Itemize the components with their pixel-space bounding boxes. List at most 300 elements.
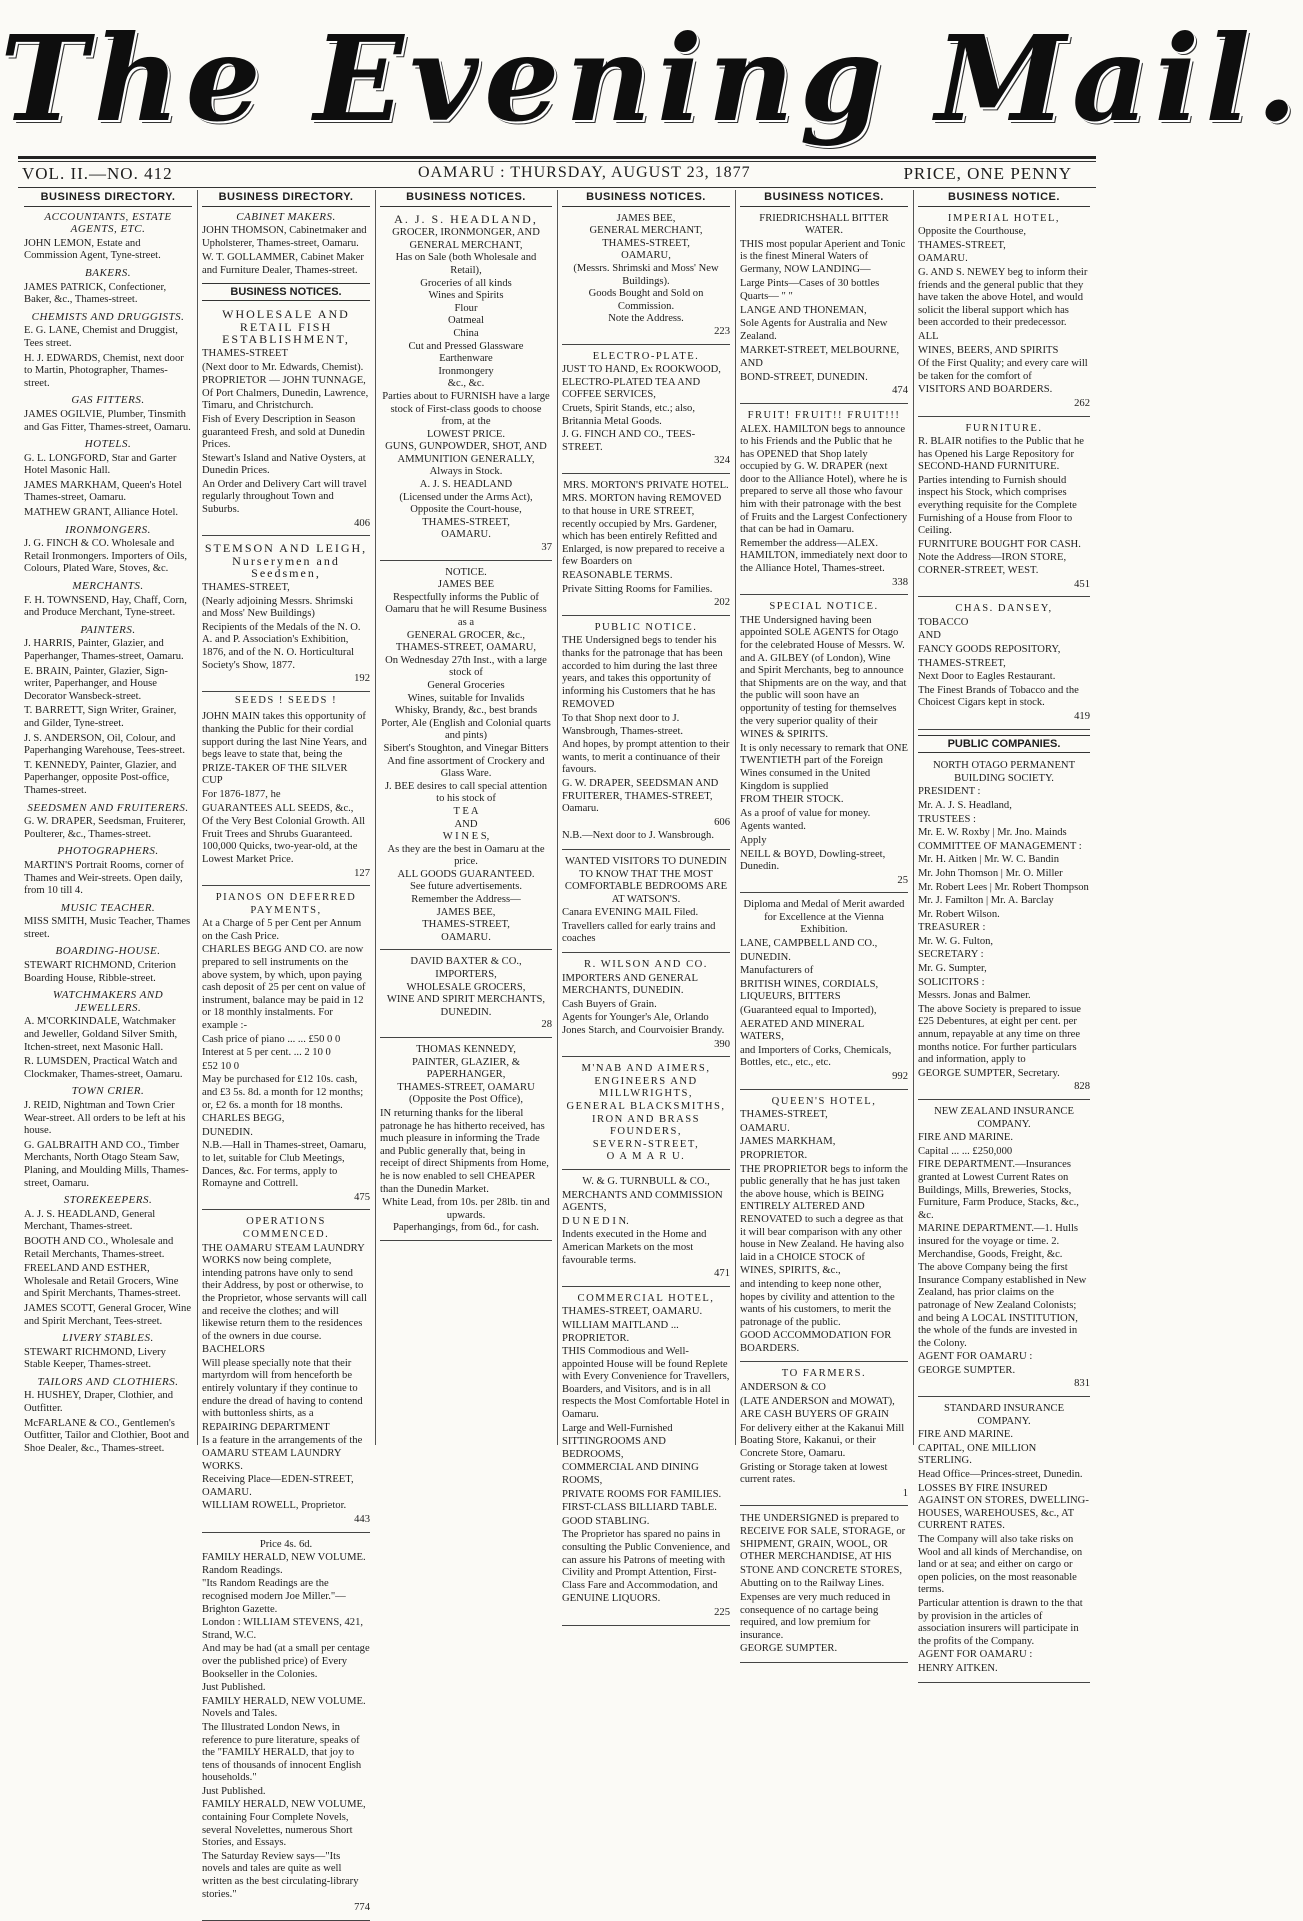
ad-title: W. & G. TURNBULL & CO.,	[582, 1175, 710, 1187]
ad-title: WHOLESALE AND RETAIL FISH ESTABLISHMENT,	[222, 307, 350, 347]
ad-line: THAMES-STREET,	[202, 582, 290, 594]
ad-line: Recipients of the Medals of the N. O. A. and P. Association's Exhibition, 1876, and of the N. O. Horticultural Society's Show, 1877.	[202, 621, 361, 671]
directory-entry: J. HARRIS, Painter, Glazier, and Paperhanger, Thames-street, Oamaru.	[24, 638, 184, 662]
ad-line: N.B.—Hall in Thames-street, Oamaru, to let, suitable for Club Meetings, Dances, &c. For terms, apply to Romayne and Cottrell.	[202, 1140, 367, 1190]
ad-line: GOOD ACCOMMODATION FOR BOARDERS.	[740, 1330, 892, 1354]
ad-line: THAMES-STREET,	[918, 239, 1006, 251]
ad-line: Ironmongery	[438, 365, 494, 377]
directory-category: ACCOUNTANTS, ESTATE AGENTS, ETC.	[44, 210, 172, 236]
ad-title: SPECIAL NOTICE.	[769, 601, 879, 613]
column-business-notices-3	[376, 190, 556, 1445]
ad-title: DAVID BAXTER & CO.,	[410, 956, 522, 968]
ad-line: WINES, SPIRITS, &c.,	[740, 1265, 841, 1277]
advertisement	[740, 407, 908, 595]
ad-line: The Company will also take risks on Wool and all kinds of Merchandise, on land or at sea; and either on cargo or open policies, on the most reasonable terms.	[918, 1534, 1083, 1596]
directory-entry: E. BRAIN, Painter, Glazier, Sign-writer, Paperhanger, and House Decorator Wansbeck-street.	[24, 665, 168, 702]
ad-line: N.B.—Next door to J. Wansbrough.	[562, 830, 714, 842]
ad-line: Cut and Pressed Glassware	[408, 340, 524, 352]
directory-entry: J. REID, Nightman and Town Crier Wear-street. All orders to be left at his house.	[24, 1100, 186, 1137]
ad-number: 192	[354, 673, 370, 685]
column-heading: BUSINESS NOTICE.	[918, 190, 1090, 207]
ad-line: (Licensed under the Arms Act),	[399, 491, 533, 503]
ad-line: OAMARU.	[441, 529, 491, 541]
advertisement	[918, 757, 1090, 1100]
directory-entry: W. T. GOLLAMMER, Cabinet Maker and Furniture Dealer, Thames-street.	[202, 252, 364, 276]
directory-category: SEEDSMEN AND FRUITERERS.	[27, 801, 189, 814]
directory-entry: JOHN LEMON, Estate and Commission Agent, Tyne-street.	[24, 237, 161, 262]
ad-line: COMMERCIAL AND DINING ROOMS,	[562, 1462, 699, 1487]
ad-title: JAMES BEE,	[616, 212, 676, 224]
ad-line: Head Office—Princes-street, Dunedin.	[918, 1469, 1083, 1481]
ad-title: COMMERCIAL HOTEL,	[577, 1292, 715, 1304]
ad-line: THAMES-STREET,	[602, 237, 690, 249]
column-heading: BUSINESS DIRECTORY.	[24, 190, 192, 207]
ad-line: GENUINE LIQUORS.	[562, 1593, 661, 1605]
ad-number: 471	[714, 1268, 730, 1280]
directory-entry: BOOTH AND CO., Wholesale and Retail Merchants, Thames-street.	[24, 1235, 174, 1260]
ad-line: The Proprietor has spared no pains in consulting the Public Convenience, and can assure his Patrons of meeting with Civility and Prompt Attention, First-Class Fare and Accommodation, and	[562, 1529, 730, 1591]
ad-title: STEMSON AND LEIGH, Nurserymen and Seedsmen,	[204, 541, 368, 581]
ad-line: WHOLESALE GROCERS,	[406, 981, 526, 993]
masthead-rule	[18, 156, 1096, 159]
ad-line: LANGE AND THONEMAN,	[740, 304, 867, 316]
ad-line: THAMES-STREET,	[422, 516, 510, 528]
ad-line: OAMARU,	[621, 250, 671, 262]
ad-number: 202	[714, 597, 730, 609]
directory-entry: JAMES PATRICK, Confectioner, Baker, &c., Thames-street.	[24, 281, 167, 306]
directory-entry: J. G. FINCH & CO. Wholesale and Retail Ironmongers. Importers of Oils, Colours, Plated Ware, Stoves, &c.	[24, 538, 187, 575]
ad-line: Expenses are very much reduced in consequence of no cartage being required, and low premium for insurance.	[740, 1591, 891, 1641]
ad-line: SECRETARY :	[918, 949, 984, 961]
ad-number: 828	[1074, 1081, 1090, 1093]
directory-entry: JAMES MARKHAM, Queen's Hotel Thames-street, Oamaru.	[24, 479, 182, 504]
ad-line: MERCHANTS AND COMMISSION AGENTS,	[562, 1189, 723, 1214]
ad-line: For delivery either at the Kakanui Mill Boating Store, Kakanui, or their Concrete Store, Oamaru.	[740, 1422, 905, 1460]
ad-line: Cash Buyers of Grain.	[562, 998, 657, 1010]
ad-title: NEW ZEALAND INSURANCE COMPANY.	[934, 1106, 1074, 1130]
ad-line: Porter, Ale (English and Colonial quarts and pints)	[381, 717, 551, 742]
ad-line: ALL GOODS GUARANTEED.	[397, 868, 535, 880]
ad-line: Manufacturers of	[740, 965, 814, 977]
advertisement	[918, 210, 1090, 417]
ad-line: Large Pints—Cases of 30 bottles	[740, 277, 880, 289]
ad-line: CHARLES BEGG AND CO. are now prepared to sell instruments on the above system, by which, upon paying cash deposit of 25 per cent on value of instrument, balance may be paid in 12 or 18 monthly instalments. For example :-	[202, 944, 366, 1032]
ad-line: (Messrs. Shrimski and Moss' New Buildings).	[573, 262, 719, 287]
ad-line: Mr. John Thomson | Mr. O. Miller	[918, 867, 1063, 879]
ad-line: J. G. FINCH AND CO., TEES-STREET.	[562, 429, 696, 453]
advertisement	[380, 210, 552, 561]
ad-line: Remember the Address—	[411, 894, 521, 906]
directory-entry: F. H. TOWNSEND, Hay, Chaff, Corn, and Produce Merchant, Tyne-street.	[24, 594, 187, 619]
advertisement	[740, 1365, 908, 1506]
advertisement	[918, 600, 1090, 729]
ad-line: Particular attention is drawn to the that by provision in the articles of association insurers will participate in the profits of the Company.	[918, 1597, 1083, 1647]
ad-line: Flour	[454, 302, 478, 314]
dateline-rule	[18, 187, 1096, 188]
ad-line: Mr. W. G. Fulton,	[918, 935, 994, 947]
ad-banner: SEEDS ! SEEDS !	[234, 694, 338, 706]
directory-entry: MISS SMITH, Music Teacher, Thames street.	[24, 916, 191, 940]
ad-title: M'NAB AND AIMERS,	[581, 1063, 711, 1075]
ad-line: Sole Agents for Australia and New Zealand.	[740, 318, 888, 342]
masthead-rule-thin	[18, 161, 1096, 162]
ad-line: An Order and Delivery Cart will travel regularly throughout Town and Suburbs.	[202, 478, 367, 516]
advertisement	[202, 539, 370, 692]
ad-line: Mr. Robert Wilson.	[918, 908, 1000, 920]
ad-line: Agents for Younger's Ale, Orlando Jones Starch, and Courvoisier Brandy.	[562, 1012, 725, 1037]
ad-line: Paperhangings, from 6d., for cash.	[393, 1222, 539, 1234]
ad-line: (LATE ANDERSON and MOWAT),	[740, 1395, 895, 1407]
directory-category: BAKERS.	[85, 266, 131, 279]
ad-line: Note the Address—IRON STORE, CORNER-STREET, WEST.	[918, 552, 1067, 577]
ad-line: Oatmeal	[448, 315, 484, 327]
ad-line: Mr. Robert Lees | Mr. Robert Thompson	[918, 881, 1089, 893]
ad-line: And fine assortment of Crockery and Glass Ware.	[387, 755, 545, 780]
ad-line: AND	[454, 818, 478, 830]
ad-line: TREASURER :	[918, 922, 986, 934]
ad-line: THE Undersigned begs to tender his thanks for the patronage that has been accorded to him during the last three years, and takes this opportunity of informing his Customers that he has	[562, 635, 723, 697]
advertisement	[562, 1060, 730, 1170]
ad-line: WINE AND SPIRIT MERCHANTS,	[386, 994, 546, 1006]
ad-line: Sibert's Stoughton, and Vinegar Bitters	[383, 742, 549, 754]
ad-line: FAMILY HERALD, NEW VOLUME, containing Four Complete Novels, several Novelettes, numerous Short Stories, and Essays.	[202, 1799, 366, 1849]
ad-number: 443	[354, 1514, 370, 1525]
ad-line: GEORGE SUMPTER.	[918, 1364, 1016, 1376]
directory-entry: McFARLANE & CO., Gentlemen's Outfitter, Tailor and Clothier, Boot and Shoe Dealer, &c., Thames-street.	[24, 1417, 190, 1454]
ad-line: THIS most popular Aperient and Tonic is the finest Mineral Waters of Germany, NOW LANDING—	[740, 238, 906, 275]
advertisement	[918, 1400, 1090, 1682]
ad-line: ARE CASH BUYERS OF GRAIN	[740, 1409, 889, 1421]
ad-line: GROCER, IRONMONGER, AND	[392, 227, 540, 239]
ad-line: DUNEDIN.	[440, 1006, 492, 1018]
ad-line: Mr. G. Sumpter,	[918, 963, 987, 975]
ad-line: Canara EVENING MAIL Filed.	[562, 907, 699, 919]
column-heading: BUSINESS NOTICES.	[562, 190, 730, 207]
ad-line: AGENT FOR OAMARU :	[918, 1351, 1033, 1363]
ad-line: FROM THEIR STOCK.	[740, 794, 844, 806]
ad-line: "Its Random Readings are the recognised modern Joe Miller."—Brighton Gazette.	[202, 1578, 346, 1615]
ad-line: FIRE AND MARINE.	[918, 1132, 1014, 1144]
directory-entry: J. S. ANDERSON, Oil, Colour, and Paperhanging Warehouse, Tees-street.	[24, 732, 185, 757]
ad-line: (Nearly adjoining Messrs. Shrimski and Moss' New Buildings)	[202, 595, 354, 620]
ad-line: GENERAL GROCER, &c.,	[406, 629, 526, 641]
directory-category: CABINET MAKERS.	[236, 210, 336, 223]
ad-line: At a Charge of 5 per Cent per Annum on the Cash Price.	[202, 918, 362, 942]
ad-line: Groceries of all kinds	[420, 277, 512, 289]
ad-line: THAMES-STREET,	[740, 1109, 828, 1121]
ad-line: Interest at 5 per cent. ... 2 10 0	[202, 1047, 331, 1059]
ad-line: THE PROPRIETOR begs to inform the public generally that he has just taken the above house, which is BEING ENTIRELY ALTERED AND RENOVATED to such a degree as that it will bear comparison with any other house in New Zealand. He having also laid in a CHOICE STOCK of	[740, 1163, 908, 1263]
directory-entry: H. J. EDWARDS, Chemist, next door to Martin, Photographer, Thames-street.	[24, 352, 184, 389]
ad-title: STANDARD INSURANCE COMPANY.	[943, 1403, 1065, 1427]
ad-line: OAMARU.	[740, 1122, 790, 1134]
ad-line: The Illustrated London News, in reference to pure literature, speaks of the "FAMILY HERALD, that joy to tens of thousands of innocent English households."	[202, 1721, 362, 1784]
ad-line: TRUSTEES :	[918, 813, 976, 825]
ad-line: White Lead, from 10s. per 28lb. tin and upwards.	[382, 1197, 550, 1221]
ad-line: LANE, CAMPBELL AND CO.,	[740, 938, 878, 950]
advertisement	[380, 564, 552, 951]
ad-line: On Wednesday 27th Inst., with a large stock of	[385, 654, 547, 679]
ad-title: THE UNDERSIGNED is prepared to RECEIVE FOR SALE, STORAGE, or SHIPMENT, GRAIN, WOOL, OR OTHER MERCHANDISE, AT HIS	[740, 1513, 906, 1563]
ad-line: Agents wanted.	[740, 821, 806, 833]
ad-line: Mr. E. W. Roxby | Mr. Jno. Mainds	[918, 827, 1067, 839]
ad-title: FRIEDRICHSHALL BITTER WATER.	[759, 212, 889, 237]
ad-line: As they are the best in Oamaru at the price.	[387, 843, 545, 868]
ad-title: FURNITURE.	[965, 422, 1043, 434]
column-business-notices-4	[558, 190, 734, 1618]
ad-line: AND	[740, 358, 763, 370]
ad-line: REMOVED	[562, 699, 615, 711]
ad-line: Cruets, Spirit Stands, etc.; also, Britannia Metal Goods.	[562, 402, 696, 427]
ad-line: THAMES-STREET, OAMARU,	[395, 642, 537, 654]
masthead-title: The Evening Mail.	[0, 9, 1303, 148]
ad-line: Quarts— " "	[740, 291, 793, 303]
volume-number: VOL. II.—NO. 412	[22, 164, 173, 183]
ad-number: 127	[354, 867, 370, 879]
ad-line: G. AND S. NEWEY beg to inform their friends and the general public that they have taken the above Hotel, and would solicit the liberal support which has been accorded to their predecessor.	[918, 266, 1088, 329]
ad-title: THOMAS KENNEDY,	[416, 1044, 516, 1055]
ad-line: NEILL & BOYD, Dowling-street, Dunedin.	[740, 848, 886, 873]
directory-category: IRONMONGERS.	[65, 523, 151, 536]
ad-line: Private Sitting Rooms for Families.	[562, 583, 713, 595]
ad-line: FIRE AND MARINE.	[918, 1429, 1014, 1441]
ad-line: THAMES-STREET	[202, 347, 288, 359]
ad-line: JAMES MARKHAM,	[740, 1136, 836, 1148]
column-heading: BUSINESS NOTICES.	[380, 190, 552, 207]
ad-line: JAMES BEE,	[436, 906, 496, 918]
section-heading: BUSINESS NOTICES.	[202, 283, 370, 302]
ad-title: IMPERIAL HOTEL,	[947, 212, 1061, 224]
directory-entry: MARTIN'S Portrait Rooms, corner of Thames and Weir-streets. Open daily, from 10 till 4.	[24, 859, 184, 897]
advertisement	[562, 956, 730, 1057]
ad-line: SITTINGROOMS AND BEDROOMS,	[562, 1436, 666, 1460]
directory-entry: G. GALBRAITH AND CO., Timber Merchants, North Otago Steam Saw, Planing, and Moulding Mills, Thames-street, Oamaru.	[24, 1139, 189, 1189]
ad-line: FANCY GOODS REPOSITORY,	[918, 644, 1061, 655]
ad-number: 223	[714, 325, 730, 337]
directory-entry: H. HUSHEY, Draper, Clothier, and Outfitter.	[24, 1390, 174, 1415]
ad-line: May be purchased for £12 10s. cash, and £3 5s. 8d. a month for 12 months; or, £2 6s. a month for 18 months.	[202, 1074, 364, 1111]
ad-line: SEVERN-STREET,	[592, 1138, 700, 1150]
ad-line: Opposite the Court-house,	[410, 504, 522, 516]
ad-line: SOLICITORS :	[918, 976, 985, 988]
advertisement	[562, 477, 730, 616]
ad-line: ALL	[918, 330, 939, 342]
ad-line: The above Company being the first Insurance Company established in New Zealand, has prior claims on the patronage of New Zealand Colonists; and being A LOCAL INSTITUTION, the whole of the funds are invested in the Colony.	[918, 1262, 1087, 1349]
directory-category: MERCHANTS.	[72, 580, 144, 593]
ad-line: Opposite the Courthouse,	[918, 226, 1026, 238]
ad-line: Whisky, Brandy, &c., best brands	[394, 705, 538, 717]
ad-line: AGENT FOR OAMARU :	[918, 1649, 1033, 1661]
ad-line: IMPORTERS AND GENERAL MERCHANTS, DUNEDIN.	[562, 972, 698, 997]
ad-line: DUNEDIN.	[202, 1126, 253, 1138]
ad-line: FURNITURE BOUGHT FOR CASH.	[918, 538, 1081, 550]
ad-line: Of the First Quality; and every care will be taken for the comfort of	[918, 358, 1088, 382]
ad-title: PIANOS ON DEFERRED PAYMENTS,	[215, 892, 357, 916]
advertisement	[562, 348, 730, 474]
ad-line: REASONABLE TERMS.	[562, 570, 673, 582]
ad-line: and Importers of Corks, Chemicals, Bottles, etc., etc., etc.	[740, 1044, 892, 1069]
advertisement	[202, 889, 370, 1210]
ad-line: Is a feature in the arrangements of the OAMARU STEAM LAUNDRY WORKS.	[202, 1435, 363, 1472]
ad-line: PAINTER, GLAZIER, & PAPERHANGER,	[412, 1056, 520, 1081]
ad-title: NORTH OTAGO PERMANENT BUILDING SOCIETY.	[932, 760, 1076, 784]
issue-price: PRICE, ONE PENNY	[903, 164, 1072, 183]
ad-line: Apply	[740, 834, 767, 846]
ad-number: 262	[1074, 397, 1090, 409]
column-business-directory-1	[20, 190, 196, 1454]
directory-entry: T. KENNEDY, Painter, Glazier, and Paperhanger, opposite Post-office, Thames-street.	[24, 759, 177, 796]
ad-line: PRIZE-TAKER OF THE SILVER CUP	[202, 762, 348, 787]
ad-line: CAPITAL, ONE MILLION STERLING.	[918, 1442, 1037, 1467]
ad-line: GEORGE SUMPTER.	[740, 1643, 838, 1655]
ad-line: £52 10 0	[202, 1060, 240, 1072]
directory-category: CHEMISTS AND DRUGGISTS.	[31, 310, 185, 323]
ad-line: Just Published.	[202, 1682, 266, 1694]
ad-line: GOOD STABLING.	[562, 1515, 650, 1527]
ad-line: (Guaranteed equal to Imported),	[740, 1005, 877, 1017]
ad-line: OAMARU.	[441, 931, 491, 943]
ad-line: IRON AND BRASS FOUNDERS,	[591, 1113, 701, 1138]
ad-line: Parties about to FURNISH have a large stock of First-class goods to choose from, at the	[382, 390, 550, 428]
issue-date: OAMARU : THURSDAY, AUGUST 23, 1877	[418, 164, 751, 181]
ad-line: WINES & SPIRITS.	[740, 729, 828, 741]
advertisement	[740, 1093, 908, 1363]
ad-line: A. J. S. HEADLAND	[419, 479, 513, 491]
directory-entry: T. BARRETT, Sign Writer, Grainer, and Gilder, Tyne-street.	[24, 705, 177, 729]
ad-line: THE OAMARU STEAM LAUNDRY WORKS now being complete, intending patrons have only to send their Address, by post or otherwise, to the Proprietor, whose servants will call and receive the clothes; and will likewise return them to the residences of the owners in due course.	[202, 1242, 367, 1342]
ad-line: Will please specially note that their martyrdom will from henceforth be entirely voluntary if they continue to endure the dread of having to contend with buttonless shirts, as a	[202, 1357, 363, 1420]
column-business-notice-6	[914, 190, 1094, 1674]
ad-number: 419	[1074, 710, 1090, 722]
directory-entry: E. G. LANE, Chemist and Druggist, Tees street.	[24, 325, 178, 349]
ad-number: 831	[1074, 1378, 1090, 1390]
ad-line: Travellers called for early trains and coaches	[562, 920, 716, 945]
ad-line: VISITORS AND BOARDERS.	[918, 384, 1053, 396]
ad-title: FRUIT! FRUIT!! FRUIT!!!	[747, 409, 901, 421]
ad-title: ELECTRO-PLATE.	[592, 350, 700, 362]
directory-entry: FREELAND AND ESTHER, Wholesale and Retail Grocers, Wine and Spirit Merchants, Thames-street.	[24, 1263, 181, 1300]
column-business-notices-5	[736, 190, 912, 1655]
ad-title: PUBLIC NOTICE.	[594, 621, 698, 633]
ad-line: It is only necessary to remark that ONE TWENTIETH part of the Foreign Wines consumed in the United Kingdom is supplied	[740, 742, 908, 792]
ad-title: OPERATIONS COMMENCED.	[242, 1216, 330, 1240]
ad-line: O A M A R U.	[606, 1151, 686, 1163]
dateline	[18, 164, 1096, 188]
ad-line: And may be had (at a small per centage over the published price) of Every Bookseller in the Colonies.	[202, 1643, 370, 1680]
ad-line: THIS Commodious and Well-appointed House will be found Replete with Every Convenience for Travellers, Boarders, and Visitors, and is in all respects the Most Comfortable Hotel in Oamaru.	[562, 1346, 730, 1421]
ad-line: GUARANTEES ALL SEEDS, &c.,	[202, 802, 354, 814]
directory-entry: R. LUMSDEN, Practical Watch and Clockmaker, Thames-street, Oamaru.	[24, 1056, 183, 1080]
ad-number: 390	[714, 1038, 730, 1050]
ad-line: As a proof of value for money.	[740, 807, 871, 819]
ad-line: T E A	[453, 805, 479, 817]
ad-line: Always in Stock.	[429, 466, 503, 478]
directory-category: WATCHMAKERS AND JEWELLERS.	[52, 989, 164, 1014]
ad-line: LOSSES BY FIRE INSURED AGAINST ON STORES, DWELLING-HOUSES, WAREHOUSES, &c., AT CURRENT RATES.	[918, 1482, 1089, 1532]
ad-title: Price 4s. 6d.	[259, 1538, 313, 1550]
ad-line: FIRE DEPARTMENT.—Insurances granted at Lowest Current Rates on Buildings, Mills, Breweries, Stocks, Furniture, Farm Produce, Stacks, &c., &c.	[918, 1159, 1079, 1221]
ad-line: Capital ... ... £250,000	[918, 1145, 1013, 1157]
ad-line: Abutting on to the Railway Lines.	[740, 1578, 885, 1590]
section-heading: PUBLIC COMPANIES.	[918, 735, 1090, 754]
ad-line: MARINE DEPARTMENT.—1. Hulls insured for the voyage or time. 2. Merchandise, Goods, Freight, &c.	[918, 1223, 1079, 1260]
ad-title: TO FARMERS.	[781, 1368, 867, 1380]
directory-category: STOREKEEPERS.	[63, 1194, 153, 1207]
ad-line: FIRST-CLASS BILLIARD TABLE.	[562, 1502, 717, 1514]
directory-category: TOWN CRIER.	[71, 1085, 145, 1098]
ad-line: JUST TO HAND, Ex ROOKWOOD, ELECTRO-PLATED TEA AND COFFEE SERVICES,	[562, 364, 721, 401]
directory-entry: MATHEW GRANT, Alliance Hotel.	[24, 507, 179, 519]
directory-entry: G. W. DRAPER, Seedsman, Fruiterer, Poulterer, &c., Thames-street.	[24, 816, 186, 840]
directory-entry: G. L. LONGFORD, Star and Garter Hotel Masonic Hall.	[24, 452, 177, 477]
ad-line: PROPRIETOR.	[740, 1149, 808, 1161]
ad-line: GUNS, GUNPOWDER, SHOT, AND AMMUNITION GENERALLY,	[385, 441, 547, 465]
ad-line: BACHELORS	[202, 1344, 265, 1356]
ad-line: &c., &c.	[447, 378, 485, 390]
ad-line: Of the Very Best Colonial Growth. All Fruit Trees and Shrubs Guaranteed. 100,000 Quicks, two-year-old, at the Lowest Market Price.	[202, 816, 366, 865]
ad-line: Respectfully informs the Public of Oamaru that he will Resume Business as a	[385, 591, 547, 628]
ad-line: ANDERSON & CO	[740, 1382, 826, 1394]
ad-line: WILLIAM ROWELL, Proprietor.	[202, 1500, 347, 1512]
ad-number: 28	[541, 1019, 552, 1031]
ad-number: 475	[354, 1191, 370, 1203]
ad-line: G. W. DRAPER, SEEDSMAN AND FRUITERER, THAMES-STREET, Oamaru.	[562, 777, 719, 815]
ad-line: R. BLAIR notifies to the Public that he has Opened his Large Repository for SECOND-HAND FURNITURE.	[918, 436, 1084, 473]
ad-line: THE Undersigned having been appointed SOLE AGENTS for Otago for the celebrated House of Messrs. W. and A. GILBEY (of London), Wine and Spirit Merchants, beg to announce that Shipments are on the way, and that the public will soon have an opportunity of testing for themselves the very superior quality of their	[740, 614, 907, 727]
ad-line: China	[453, 327, 479, 339]
advertisement	[740, 210, 908, 404]
ad-title: R. WILSON AND CO.	[584, 959, 708, 971]
ad-line: Fish of Every Description in Season guaranteed Fresh, and sold at Dunedin Prices.	[202, 413, 365, 451]
ad-line: Earthenware	[439, 353, 493, 365]
advertisement	[380, 1041, 552, 1241]
ad-line: The Finest Brands of Tobacco and the Choicest Cigars kept in stock.	[918, 684, 1079, 709]
ad-number: 606	[714, 816, 730, 828]
ad-line: FAMILY HERALD, NEW VOLUME. Random Readings.	[202, 1552, 366, 1576]
ad-line: Wines, suitable for Invalids	[407, 692, 525, 704]
advertisement	[202, 305, 370, 536]
ad-line: MARKET-STREET, MELBOURNE,	[740, 344, 900, 356]
ad-line: PRIVATE ROOMS FOR FAMILIES.	[562, 1488, 722, 1500]
ad-line: THAMES-STREET,	[422, 919, 510, 931]
ad-line: Indents executed in the Home and American Markets on the most favourable terms.	[562, 1229, 707, 1266]
ad-line: OAMARU.	[918, 253, 968, 265]
directory-category: LIVERY STABLES.	[62, 1332, 154, 1345]
directory-category: MUSIC TEACHER.	[60, 901, 156, 914]
advertisement	[562, 619, 730, 850]
directory-entry: JAMES OGILVIE, Plumber, Tinsmith and Gas Fitter, Thames-street, Oamaru.	[24, 408, 191, 433]
ad-line: Wines and Spirits	[428, 290, 504, 302]
ad-number: 451	[1074, 578, 1090, 590]
ad-line: Cash price of piano ... ... £50 0 0	[202, 1033, 341, 1045]
ad-number: 1	[902, 1487, 908, 1499]
ad-line: The Saturday Review says—"Its novels and tales are quite as well written as the best circulating-library stories."	[202, 1850, 359, 1900]
ad-line: (Opposite the Post Office),	[409, 1094, 523, 1106]
ad-number: 774	[354, 1902, 370, 1914]
directory-category: BOARDING-HOUSE.	[55, 945, 161, 958]
ad-line: Goods Bought and Sold on Commission.	[588, 288, 704, 312]
directory-entry: JOHN THOMSON, Cabinetmaker and Upholsterer, Thames-street, Oamaru.	[202, 225, 367, 249]
ad-line: DUNEDIN.	[740, 951, 791, 963]
ad-line: The above Society is prepared to issue £25 Debentures, at eight per cent. per annum, repayable at any time on three months notice. For further particulars and information, apply to	[918, 1003, 1081, 1066]
ad-line: To that Shop next door to J. Wansbrough, Thames-street.	[562, 712, 684, 737]
ad-line: WILLIAM MAITLAND ... PROPRIETOR.	[562, 1319, 679, 1344]
column-business-directory-2	[198, 190, 374, 1914]
ad-line: Mr. J. Familton | Mr. A. Barclay	[918, 895, 1054, 907]
ad-number: 25	[897, 874, 908, 886]
ad-line: PRESIDENT :	[918, 786, 981, 798]
ad-line: REPAIRING DEPARTMENT	[202, 1421, 330, 1433]
